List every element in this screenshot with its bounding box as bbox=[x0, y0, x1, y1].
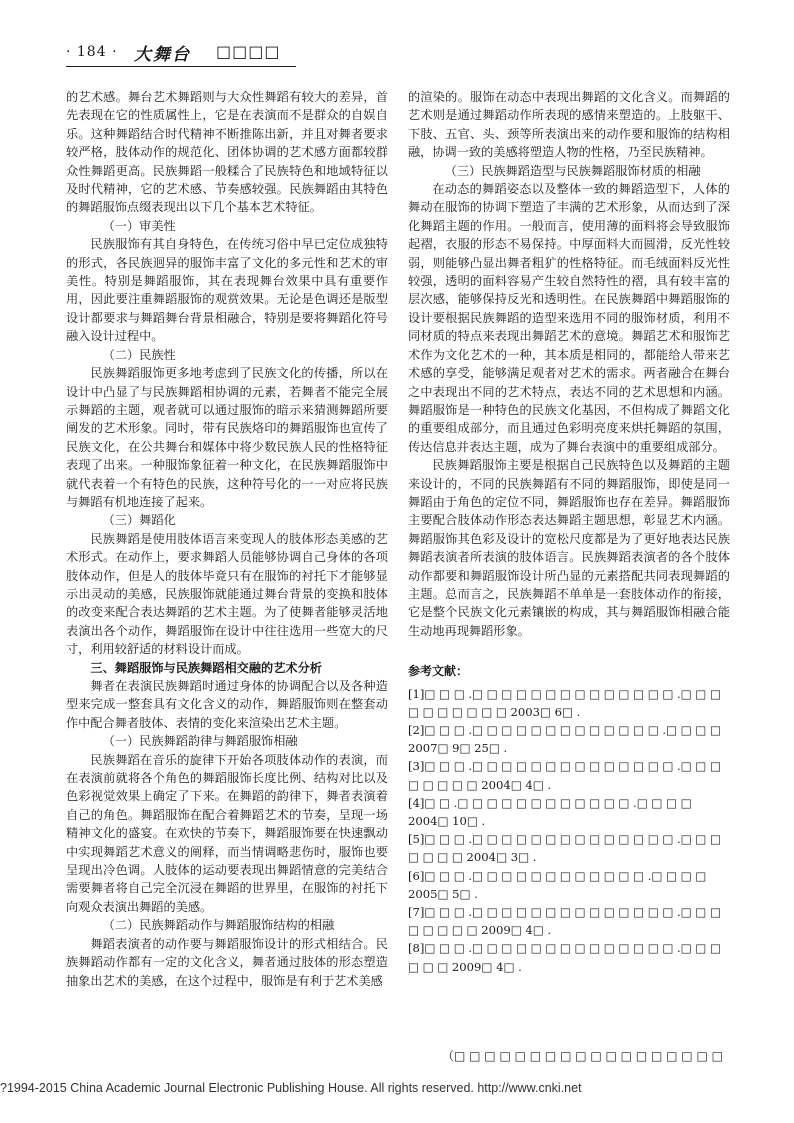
subsection-heading: （三）民族舞蹈造型与民族舞蹈服饰材质的相融 bbox=[444, 163, 701, 178]
references-title: 参考文献： bbox=[408, 664, 469, 679]
left-column bbox=[66, 88, 388, 990]
author-note: （□ □ □ □ □ □ □ □ □ □ □ □ □ □ □ □ □ □ bbox=[442, 1049, 723, 1063]
subsection-heading: （三）舞蹈化 bbox=[102, 513, 176, 528]
body-paragraph: 民族舞蹈是使用肢体语言来变现人的肢体形态美感的艺术形式。在动作上，要求舞蹈人员能够协调自己身体的各项肢体动作，但是人的肢体毕竟只有在服饰的衬托下才能够显示出灵动的美感，民族服饰就能通过舞台背景的变换和肢体的改变来配合表达舞蹈的艺术主题。为了使舞者能够灵活地表演出各个动作，舞蹈服饰在设计中往往选用一些宽大的尺寸，利用较舒适的材料设计而成。 bbox=[66, 531, 388, 657]
reference-item: [8]□ □ □ .□ □ □ □ □ □ □ □ □ □ □ □ □ □ .□ □ □ □ □ □ 2009□ 4□ . bbox=[408, 941, 721, 974]
page-footer: ?1994-2015 China Academic Journal Electronic Publishing House. All rights reserved. http://www.cnki.net bbox=[0, 1081, 582, 1095]
subsection-heading: （二）民族性 bbox=[102, 347, 176, 362]
body-paragraph: 在动态的舞蹈姿态以及整体一致的舞蹈造型下，人体的舞动在服饰的协调下塑造了丰满的艺术形象，从而达到了深化舞蹈主题的作用。一般而言，使用薄的面料将会导致服饰起褶，衣服的形态不易保持。中厚面料大而圆滑，反光性较弱，则能够凸显出舞者粗犷的性格特征。而毛绒面料反光性较强，透明的面料容易产生较自然特性的褶，具有较丰富的层次感，能够保持反光和透明性。在民族舞蹈中舞蹈服饰的设计要根据民族舞蹈的造型来选用不同的服饰材质，利用不同材质的特点来表现出舞蹈艺术的意境。舞蹈艺术和服饰艺术作为文化艺术的一种，其本质是相同的，都能给人带来艺术感的享受，能够满足观者对艺术的需求。两者融合在舞台之中表现出不同的艺术特点，表达不同的艺术思想和内涵。舞蹈服饰是一种特色的民族文化基因，不但构成了舞蹈文化的重要组成部分，而且通过色彩明亮度来烘托舞蹈的氛围，传达信息并表达主题，成为了舞台表演中的重要组成部分。 bbox=[408, 182, 730, 454]
subsection-heading: （二）民族舞蹈动作与舞蹈服饰结构的相融 bbox=[102, 918, 335, 933]
body-paragraph: 民族舞蹈服饰更多地考虑到了民族文化的传播，所以在设计中凸显了与民族舞蹈相协调的元素，若舞者不能完全展示舞蹈的主题，观者就可以通过服饰的暗示来猜测舞蹈所要阐发的艺术形象。同时，带有民族烙印的舞蹈服饰也宣传了民族文化，在公共舞台和媒体中将少数民族人民的性格特征表现了出来。一种服饰象征着一种文化，在民族舞蹈服饰中就代表着一个有特色的民族，这种符号化的一一对应将民族与舞蹈有机地连接了起来。 bbox=[66, 366, 388, 509]
body-paragraph: 的渲染的。服饰在动态中表现出舞蹈的文化含义。而舞蹈的艺术则是通过舞蹈动作所表现的感情来塑造的。上肢躯干、下肢、五官、头、颈等所表演出来的动作要和服饰的结构相融，协调一致的美感将塑造人物的性格，乃至民族精神。 bbox=[408, 90, 730, 160]
reference-item: [3]□ □ □ .□ □ □ □ □ □ □ □ □ □ □ □ □ □ .□ □ □ □ □ □ □ □ 2004□ 4□ . bbox=[408, 759, 721, 792]
reference-item: [1]□ □ □ .□ □ □ □ □ □ □ □ □ □ □ □ □ □ .□ □ □ □ □ □ □ □ □ □ 2003□ 6□ . bbox=[408, 686, 721, 719]
right-column bbox=[408, 88, 730, 976]
body-paragraph: 民族服饰有其自身特色，在传统习俗中早已定位成独特的形式，各民族迥异的服饰丰富了文化的多元性和艺术的审美性。特别是舞蹈服饰，其在表现舞台效果中具有重要作用，因此要注重舞蹈服饰的观赏效果。无论是色调还是版型设计都要求与舞蹈舞台背景相融合，特别是要将舞蹈化符号融入设计过程中。 bbox=[66, 237, 388, 344]
body-paragraph: 舞者在表演民族舞蹈时通过身体的协调配合以及各种造型来完成一整套具有文化含义的动作，舞蹈服饰则在整套动作中配合舞者肢体、表情的变化来渲染出艺术主题。 bbox=[66, 679, 388, 730]
page-number: · 184 · bbox=[66, 44, 118, 60]
running-header bbox=[66, 40, 296, 67]
references-list bbox=[408, 685, 730, 976]
body-paragraph: 民族舞蹈在音乐的旋律下开始各项肢体动作的表演，而在表演前就将各个角色的舞蹈服饰长度比例、结构对比以及色彩视觉效果上确定了下来。在舞蹈的韵律下，舞者表演着自己的角色。舞蹈服饰在配合着舞蹈艺术的节奏，呈现一场精神文化的盛宴。在欢快的节奏下，舞蹈服饰要在快速飘动中实现舞蹈艺术意义的阐释，而当情调略悲伤时，服饰也要呈现出冷色调。人肢体的运动要表现出舞蹈情意的完美结合需要舞者将自己完全沉浸在舞蹈的世界里，在服饰的衬托下向观众表演出舞蹈的美感。 bbox=[66, 752, 388, 914]
body-paragraph: 舞蹈表演者的动作要与舞蹈服饰设计的形式相结合。民族舞蹈动作都有一定的文化含义，舞者通过肢体的形态塑造抽象出艺术的美感，在这个过程中，服饰是有利于艺术美感 bbox=[66, 936, 388, 988]
reference-item: [5]□ □ □ .□ □ □ □ □ □ □ □ □ □ □ □ □ □ .□ □ □ □ □ □ □ 2004□ 3□ . bbox=[408, 832, 721, 865]
body-paragraph: 民族舞蹈服饰主要是根据自己民族特色以及舞蹈的主题来设计的，不同的民族舞蹈有不同的舞蹈服饰，即使是同一舞蹈由于角色的定位不同，舞蹈服饰也存在差异。舞蹈服饰主要配合肢体动作形态表达舞蹈主题思想，彰显艺术内涵。舞蹈服饰其色彩及设计的宽松尺度都是为了更好地表达民族舞蹈表演者所表演的肢体语言。民族舞蹈表演者的各个肢体动作都要和舞蹈服饰设计所凸显的元素搭配共同表现舞蹈的主题。总而言之，民族舞蹈不单单是一套肢体动作的衔接，它是整个民族文化元素镶嵌的构成，其与舞蹈服饰相融合能生动地再现舞蹈形象。 bbox=[408, 458, 730, 638]
right-column-body bbox=[408, 88, 730, 640]
reference-item: [2]□ □ □ .□ □ □ □ □ □ □ □ □ □ □ □ □ .□ □ □ □ 2007□ 9□ 25□ . bbox=[408, 723, 721, 756]
subsection-heading: （一）民族舞蹈韵律与舞蹈服饰相融 bbox=[102, 734, 298, 749]
section-title: □□□□ bbox=[216, 42, 281, 61]
subsection-heading: （一）审美性 bbox=[102, 218, 176, 233]
section-heading: 三、舞蹈服饰与民族舞蹈相交融的艺术分析 bbox=[90, 660, 322, 675]
reference-item: [4]□ □ .□ □ □ □ □ □ □ □ □ □ □ □ .□ □ □ □ 2004□ 10□ . bbox=[408, 795, 692, 829]
reference-item: [6]□ □ □ .□ □ □ □ □ □ □ □ □ □ □ □ .□ □ □ □ 2005□ 5□ . bbox=[408, 868, 707, 901]
reference-item: [7]□ □ □ .□ □ □ □ □ □ □ □ □ □ □ □ □ □ .□ □ □ □ □ □ □ □ 2009□ 4□ . bbox=[408, 905, 721, 938]
body-paragraph: 的艺术感。舞台艺术舞蹈则与大众性舞蹈有较大的差异，首先表现在它的性质属性上，它是在表演而不是群众的自娱自乐。这种舞蹈结合时代精神不断推陈出新，并且对舞者要求较严格，肢体动作的规范化、团体协调的艺术感方面都较群众性舞蹈更高。民族舞蹈一般糅合了民族特色和地域特征以及时代精神，它的艺术感、节奏感较强。民族舞蹈由其特色的舞蹈服饰点缀表现出以下几个基本艺术特征。 bbox=[66, 90, 388, 215]
journal-logo: 大舞台 bbox=[134, 45, 191, 65]
